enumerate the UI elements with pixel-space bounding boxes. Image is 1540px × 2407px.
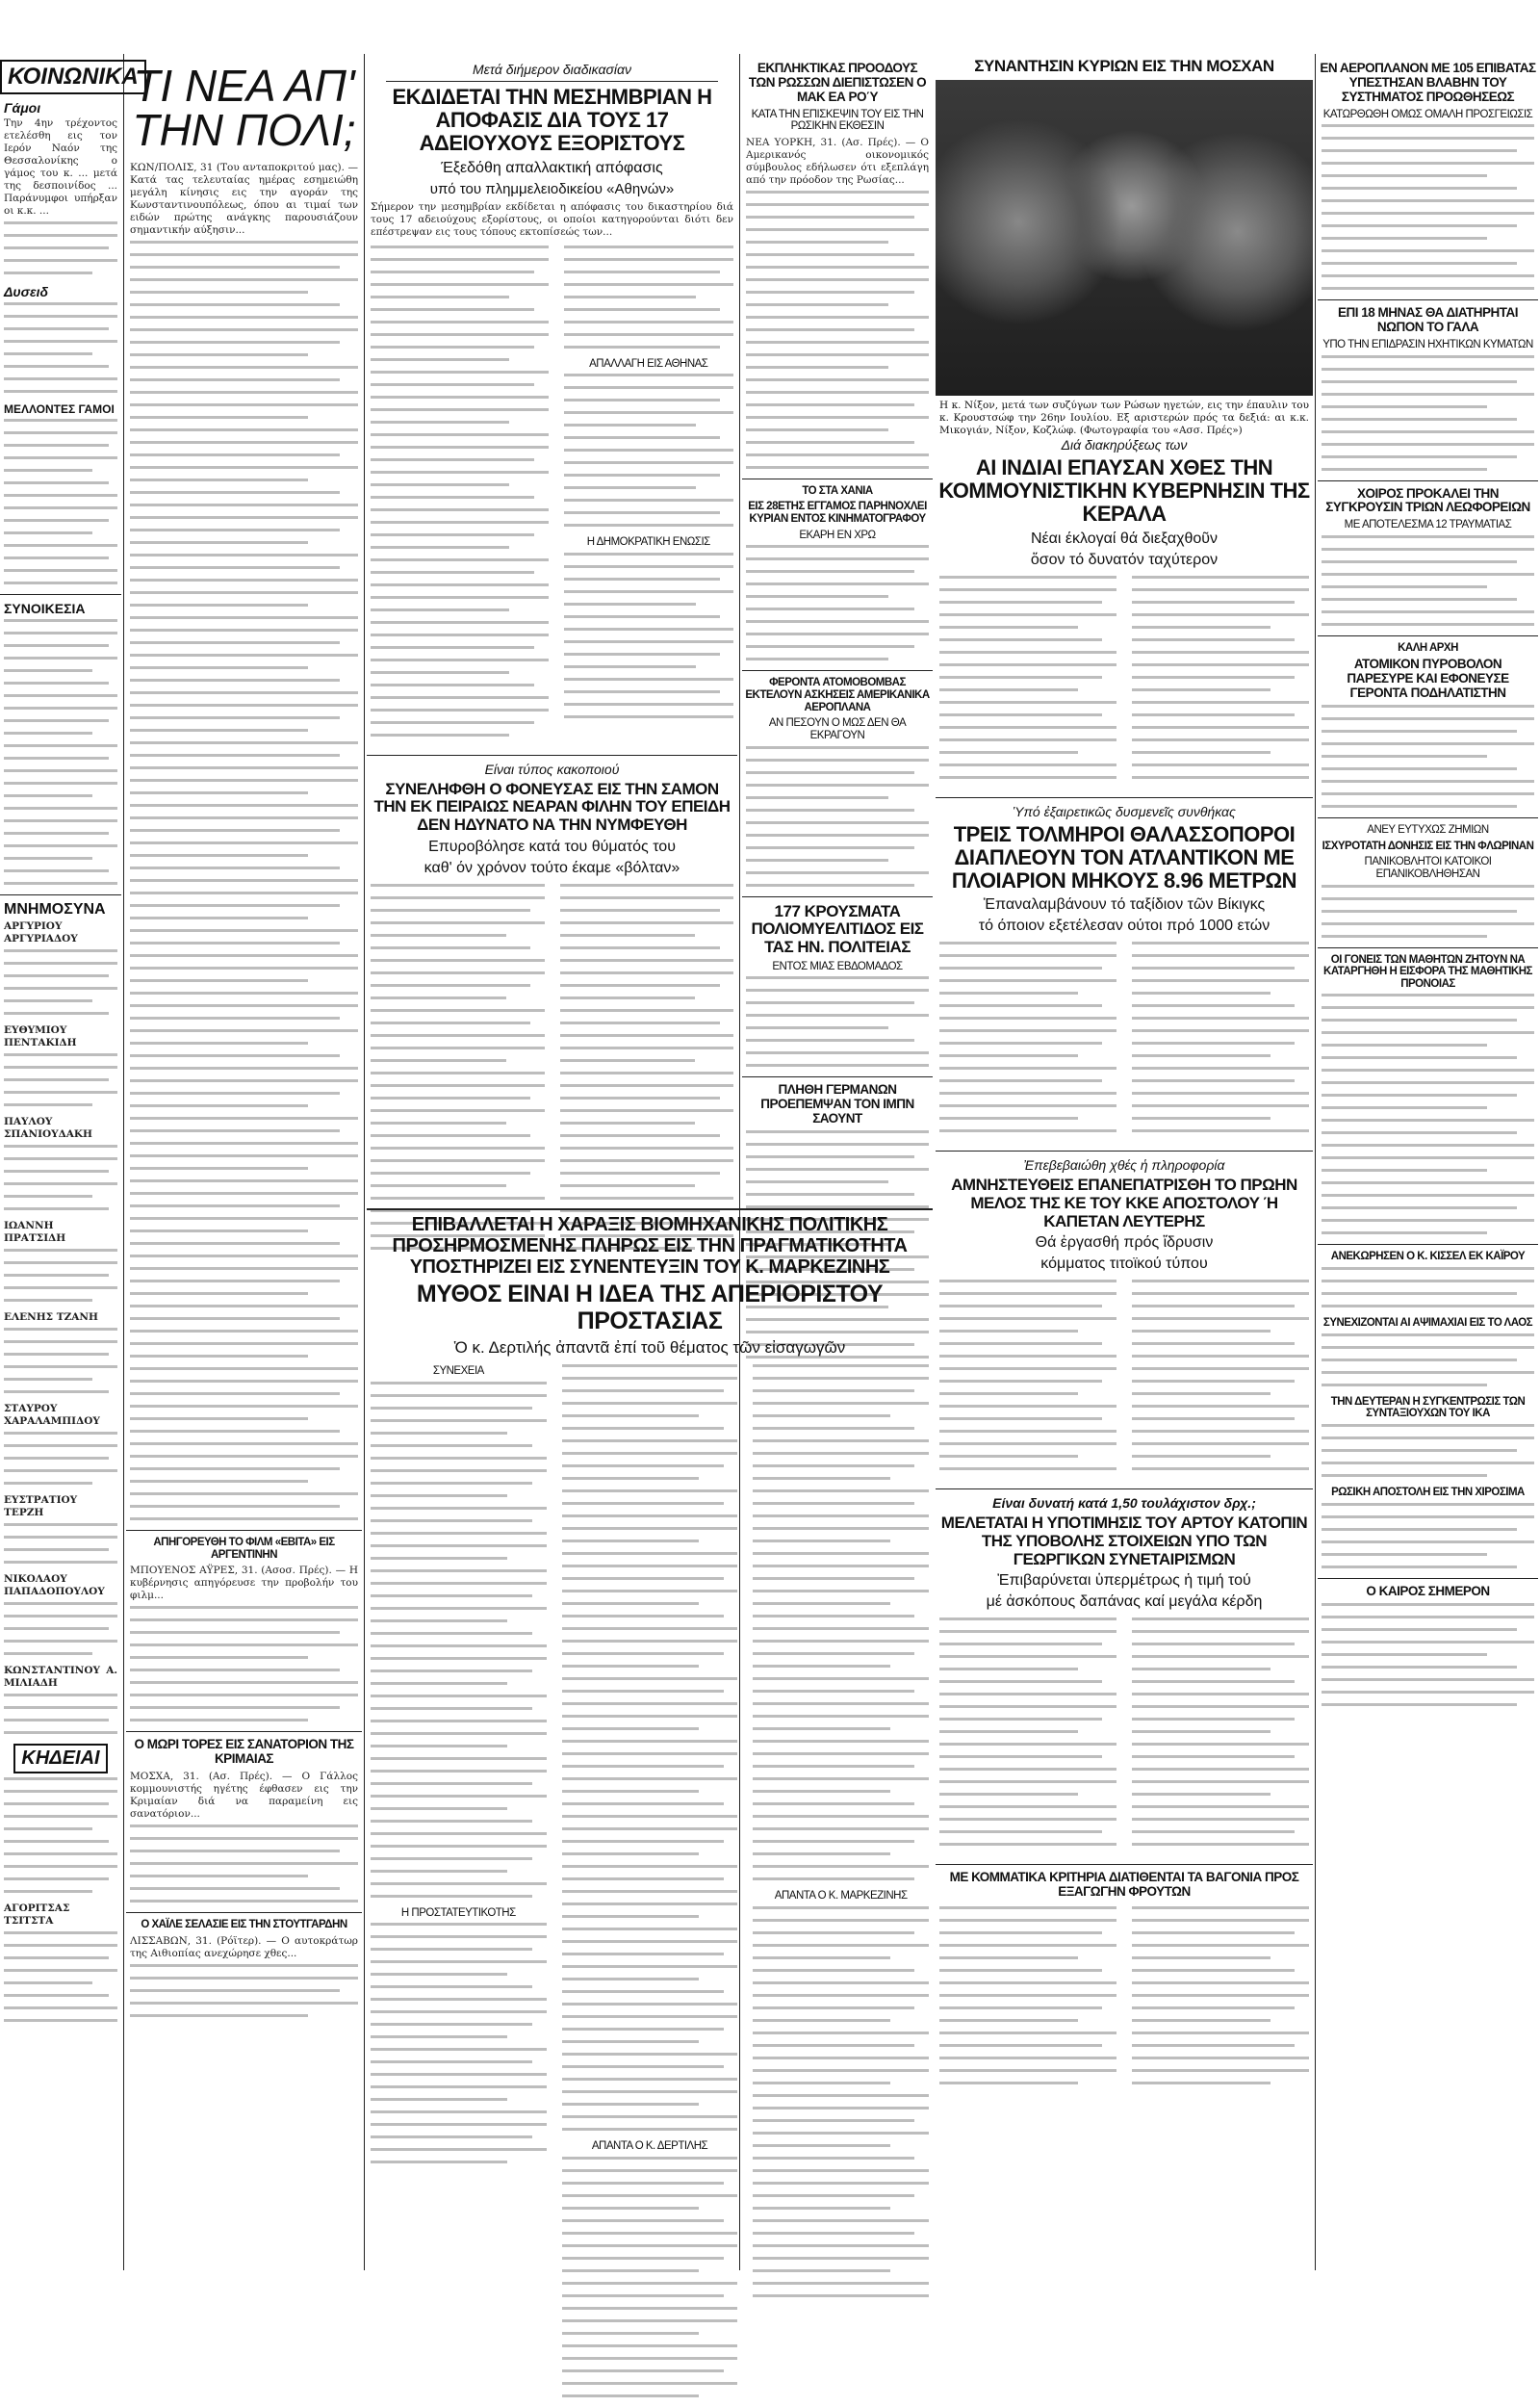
subhead-bread-1: Ἐπιβαρύνεται ὑπερμέτρως ἡ τιμή τού bbox=[997, 1572, 1251, 1590]
memorial-name: ΕΛΕΝΗΣ ΤΖΑΝΗ bbox=[4, 1311, 98, 1323]
label-answers-markezinis: ΑΠΑΝΤΑ Ο Κ. ΜΑΡΚΕΖΙΝΗΣ bbox=[774, 1890, 908, 1902]
kicker-exiles: Μετά διήμερον διαδικασίαν bbox=[472, 62, 632, 77]
headline-pig: ΧΟΙΡΟΣ ΠΡΟΚΑΛΕΙ ΤΗΝ ΣΥΓΚΡΟΥΣΙΝ ΤΡΙΩΝ ΛΕΩΦΟΡΕΙΩΝ bbox=[1325, 485, 1530, 515]
memorial-name: ΑΓΟΡΙΤΣΑΣ ΤΣΙΤΣΤΑ bbox=[4, 1902, 70, 1927]
memorial-name: ΠΑΥΛΟΥ ΣΠΑΝΙΟΥΔΑΚΗ bbox=[4, 1116, 92, 1140]
headline-milk: ΕΠΙ 18 ΜΗΝΑΣ ΘΑ ΔΙΑΤΗΡΗΤΑΙ ΝΩΠΟΝ ΤΟ ΓΑΛΑ bbox=[1337, 305, 1519, 335]
memorial-name: ΑΡΓΥΡΙΟΥ ΑΡΓΥΡΙΑΔΟΥ bbox=[4, 920, 78, 945]
subhead-kerala-2: ὅσον τό δυνατόν ταχύτερον bbox=[1030, 551, 1219, 568]
photo-caption: Η κ. Νίξον, μετά των συζύγων των Ρώσων ηγετών, εις την έπαυλιν του κ. Κρουστσώφ την 26ην Ιουλίου. Εξ αριστερών πρός τα δεξιά: αι κ.κ. Μικογιάν, Νίξον, Κοζλώφ. (Φωτογραφία του «Ασσ. Πρές») bbox=[939, 399, 1309, 436]
headline-airplane: ΕΝ ΑΕΡΟΠΛΑΝΟΝ ΜΕ 105 ΕΠΙΒΑΤΑΣ ΥΠΕΣΤΗΣΑΝ ΒΛΑΒΗΝ ΤΟΥ ΣΥΣΤΗΜΑΤΟΣ ΠΡΟΩΘΗΣΕΩΣ bbox=[1320, 61, 1536, 104]
subhead-cinema: ΕΚΑΡΗ ΕΝ ΧΡΩ bbox=[799, 529, 876, 541]
memorial-name: ΕΥΣΤΡΑΤΙΟΥ ΤΕΡΖΗ bbox=[4, 1494, 78, 1518]
kicker-india: Διά διακηρύξεως των bbox=[1061, 437, 1188, 453]
heading-engagements: ΣΥΝΟΙΚΕΣΙΑ bbox=[4, 601, 86, 616]
heading-upcoming-weddings: ΜΕΛΛΟΝΤΕΣ ΓΑΜΟΙ bbox=[4, 402, 115, 416]
label-answers-dertilis: ΑΠΑΝΤΑ Ο Κ. ΔΕΡΤΙΛΗΣ bbox=[591, 2140, 708, 2152]
exiles-text: Σήμερον την μεσημβρίαν εκδίδεται η απόφασις του δικαστηρίου διά τους 17 αδειούχους εξορίστους, οι οποίοι κατηγορούνται διότι δεν επέστρεψαν εις τους τόπους εκτοπίσεώς των... bbox=[371, 200, 733, 238]
headline-hiroshima: ΡΩΣΙΚΗ ΑΠΟΣΤΟΛΗ ΕΙΣ ΤΗΝ ΧΙΡΟΣΙΜΑ bbox=[1331, 1487, 1525, 1499]
subhead-airplane: ΚΑΤΩΡΘΩΘΗ ΟΜΩΣ ΟΜΑΛΗ ΠΡΟΣΓΕΙΩΣΙΣ bbox=[1322, 108, 1533, 120]
column-rule bbox=[123, 54, 124, 2270]
weddings-text: Την 4ην τρέχοντος ετελέσθη εις τον Ιερόν Ναόν της Θεσσαλονίκης ο γάμος του κ. ... μετά της δεσποινίδος ... Παράνυμφοι υπήρξαν οι κ.κ. ... bbox=[4, 117, 117, 217]
column-world bbox=[742, 58, 933, 1204]
subhead-polio: ΕΝΤΟΣ ΜΙΑΣ ΕΒΔΟΜΑΔΟΣ bbox=[772, 960, 903, 972]
subhead-kerala-1: Νέαι έκλογαί θά διεξαχθοῦν bbox=[1030, 530, 1219, 547]
subhead-milk: ΥΠΟ ΤΗΝ ΕΠΙΔΡΑΣΙΝ ΗΧΗΤΙΚΩΝ ΚΥΜΑΤΩΝ bbox=[1322, 338, 1533, 350]
headline-protection-myth: ΜΥΘΟΣ ΕΙΝΑΙ Η ΙΔΕΑ ΤΗΣ ΑΠΕΡΙΟΡΙΣΤΟΥ ΠΡΟΣΤΑΣΙΑΣ bbox=[416, 1281, 884, 1334]
column-briefs bbox=[1318, 58, 1538, 2272]
russian-progress-text: ΝΕΑ ΥΟΡΚΗ, 31. (Ασ. Πρές). — Ο Αμερικανός οικονομικός σύμβουλος εδήλωσεν ότι εξεπλάγη από την πρόοδον της Ρωσίας... bbox=[746, 136, 929, 186]
film-banned-text: ΜΠΟΥΕΝΟΣ ΑΫΡΕΣ, 31. (Ασοσ. Πρές). — Η κυβέρνησις απηγόρευσε την προβολήν του φιλμ... bbox=[130, 1565, 358, 1602]
memorial-name: ΕΥΘΥΜΙΟΥ ΠΕΝΤΑΚΙΔΗ bbox=[4, 1024, 77, 1048]
column-exiles bbox=[367, 58, 737, 1204]
subhead-earthquake: ΠΑΝΙΚΟΒΛΗΤΟΙ ΚΑΤΟΙΚΟΙ ΕΠΑΝΙΚΟΒΛΗΘΗΣΑΝ bbox=[1364, 856, 1492, 880]
headline-sailors: ΤΡΕΙΣ ΤΟΛΜΗΡΟΙ ΘΑΛΑΣΣΟΠΟΡΟΙ ΔΙΑΠΛΕΟΥΝ ΤΟΝ ΑΤΛΑΝΤΙΚΟΝ ΜΕ ΠΛΟΙΑΡΙΟΝ ΜΗΚΟΥΣ 8.96 ΜΕΤΡΩΝ bbox=[951, 821, 1297, 893]
subhead-democratic-union: Η ΔΗΜΟΚΡΑΤΙΚΗ ΕΝΩΣΙΣ bbox=[586, 536, 710, 549]
headline-wagons: ΜΕ ΚΟΜΜΑΤΙΚΑ ΚΡΙΤΗΡΙΑ ΔΙΑΤΙΘΕΝΤΑΙ ΤΑ ΒΑΓΟΝΙΑ ΠΡΟΣ ΕΞΑΓΩΓΗΝ ΦΡΟΥΤΩΝ bbox=[949, 1870, 1299, 1900]
subhead-samos-1: Επυροβόλησε κατά του θύματός του bbox=[428, 838, 676, 855]
kicker-earthquake: ΑΝΕΥ ΕΥΤΥΧΩΣ ΖΗΜΙΩΝ bbox=[1367, 824, 1489, 836]
kicker-amnesty: Ἐπεβεβαιώθη χθές ἡ πληροφορία bbox=[1023, 1157, 1225, 1174]
memorial-name: ΣΤΑΥΡΟΥ ΧΑΡΑΛΑΜΠΙΔΟΥ bbox=[4, 1403, 100, 1427]
headline-laos: ΣΥΝΕΧΙΖΟΝΤΑΙ ΑΙ ΑΨΙΜΑΧΙΑΙ ΕΙΣ ΤΟ ΛΑΟΣ bbox=[1322, 1317, 1533, 1330]
headline-earthquake: ΙΣΧΥΡΟΤΑΤΗ ΔΟΝΗΣΙΣ ΕΙΣ ΤΗΝ ΦΛΩΡΙΝΑΝ bbox=[1322, 840, 1534, 852]
headline-polio: 177 ΚΡΟΥΣΜΑΤΑ ΠΟΛΙΟΜΥΕΛΙΤΙΔΟΣ ΕΙΣ ΤΑΣ ΗΝ. ΠΟΛΙΤΕΙΑΣ bbox=[751, 901, 924, 956]
city-intro-text: ΚΩΝ/ΠΟΛΙΣ, 31 (Του ανταποκριτού μας). — Κατά τας τελευταίας ημέρας εσημειώθη μεγάλη κίνησις εις την αγοράν της Κωνσταντινουπόλεως, όπου αι τιμαί των ειδών πρώτης ανάγκης παρουσιάζουν σημαντικήν αύξησιν... bbox=[130, 162, 358, 236]
heading-weddings: Γάμοι bbox=[4, 100, 41, 116]
thorez-text: ΜΟΣΧΑ, 31. (Ασ. Πρές). — Ο Γάλλος κομμουνιστής ηγέτης έφθασεν εις την Κριμαίαν διά να παραμείνη εις σανατόριον... bbox=[130, 1770, 358, 1820]
headline-atom-bombs: ΦΕΡΟΝΤΑ ΑΤΟΜΟΒΟΜΒΑΣ ΕΚΤΕΛΟΥΝ ΑΣΚΗΣΕΙΣ ΑΜΕΡΙΚΑΝΙΚΑ ΑΕΡΟΠΛΑΝΑ bbox=[745, 677, 930, 713]
subhead-amnesty-2: κόμματος τιτοϊκού τύπου bbox=[1040, 1255, 1208, 1273]
memorial-name: ΙΩΑΝΝΗ ΠΡΑΤΣΙΔΗ bbox=[4, 1220, 66, 1244]
headline-selassie: Ο ΧΑΪΛΕ ΣΕΛΑΣΙΕ ΕΙΣ ΤΗΝ ΣΤΟΥΤΓΑΡΔΗΝ bbox=[141, 1918, 347, 1930]
memorial-name: ΚΩΝΣΤΑΝΤΙΝΟΥ Α. ΜΙΛΙΑΔΗ bbox=[4, 1665, 117, 1689]
headline-weather: Ο ΚΑΙΡΟΣ ΣΗΜΕΡΟΝ bbox=[1366, 1583, 1490, 1598]
section-title-city: ΤΙ ΝΕΑ ΑΠ' ΤΗΝ ΠΟΛΙ; bbox=[132, 61, 356, 155]
subhead-exiles-2: υπό του πλημμελειοδικείου «Αθηνών» bbox=[429, 180, 675, 197]
column-social bbox=[0, 58, 139, 2272]
selassie-text: ΛΙΣΣΑΒΩΝ, 31. (Ρόϊτερ). — Ο αυτοκράτωρ της Αιθιοπίας ανεχώρησε χθες... bbox=[130, 1934, 358, 1959]
label-protectionism: Η ΠΡΟΣΤΑΤΕΥΤΙΚΟΤΗΣ bbox=[400, 1906, 516, 1919]
headline-amnesty: ΑΜΝΗΣΤΕΥΘΕΙΣ ΕΠΑΝΕΠΑΤΡΙΣΘΗ ΤΟ ΠΡΩΗΝ ΜΕΛΟΣ ΤΗΣ ΚΕ ΤΟΥ ΚΚΕ ΑΠΟΣΤΟΛΟΥ Ή ΚΑΠΕΤΑΝ ΛΕΥΤΕΡΗΣ bbox=[951, 1176, 1297, 1230]
section-title-funerals: ΚΗΔΕΙΑΙ bbox=[13, 1744, 107, 1773]
column-rule bbox=[1315, 54, 1316, 2270]
headline-chania: ΤΟ ΣΤΑ ΧΑΝΙΑ bbox=[802, 484, 873, 497]
subhead-pig: ΜΕ ΑΠΟΤΕΛΕΣΜΑ 12 ΤΡΑΥΜΑΤΙΑΣ bbox=[1344, 519, 1512, 531]
subhead-amnesty-1: Θά ἐργασθή πρός ἵδρυσιν bbox=[1035, 1234, 1214, 1252]
headline-samos: ΣΥΝΕΛΗΦΘΗ Ο ΦΟΝΕΥΣΑΣ ΕΙΣ ΤΗΝ ΣΑΜΟΝ ΤΗΝ ΕΚ ΠΕΙΡΑΙΩΣ ΝΕΑΡΑΝ ΦΙΛΗΝ ΤΟΥ ΕΠΕΙΔΗ ΔΕΝ ΗΔΥΝΑΤΟ ΝΑ ΤΗΝ ΝΥΜΦΕΥΘΗ bbox=[373, 779, 731, 834]
subhead-exiles-1: Έξεδόθη απαλλακτική απόφασις bbox=[441, 159, 663, 176]
headline-bread: ΜΕΛΕΤΑΤΑΙ Η ΥΠΟΤΙΜΗΣΙΣ ΤΟΥ ΑΡΤΟΥ ΚΑΤΟΠΙΝ ΤΗΣ ΥΠΟΒΟΛΗΣ ΣΤΟΙΧΕΙΩΝ ΥΠΟ ΤΩΝ ΓΕΩΡΓΙΚΩΝ ΣΥΝΕΤΑΙΡΙΣΜΩΝ bbox=[940, 1514, 1308, 1568]
column-india bbox=[936, 433, 1313, 2272]
kicker-sailors: Ὑπό ἐξαιρετικῶς δυσμενεῖς συνθήκας bbox=[1013, 803, 1236, 819]
headline-good-start: ΚΑΛΗ ΑΡΧΗ bbox=[1398, 641, 1458, 654]
subhead-sailors-2: τό όποιον εξετέλεσαν ούτοι πρό 1000 ετών bbox=[978, 918, 1270, 935]
headline-industrial-policy: ΕΠΙΒΑΛΛΕΤΑΙ Η ΧΑΡΑΞΙΣ ΒΙΟΜΗΧΑΝΙΚΗΣ ΠΟΛΙΤΙΚΗΣ ΠΡΟΣΗΡΜΟΣΜΕΝΗΣ ΠΛΗΡΩΣ ΕΙΣ ΤΗΝ ΠΡΑΓΜΑΤΙΚΟΤΗΤΑ ΥΠΟΣΤΗΡΙΖΕΙ ΕΙΣ ΣΥΝΕΝΤΕΥΞΙΝ ΤΟΥ Κ. ΜΑΡΚΕΖΙΝΗΣ bbox=[392, 1214, 908, 1278]
headline-russian-progress: ΕΚΠΛΗΚΤΙΚΑΣ ΠΡΟΟΔΟΥΣ ΤΩΝ ΡΩΣΣΩΝ ΔΙΕΠΙΣΤΩΣΕΝ Ο ΜΑΚ ΕΑ ΡΟΎ bbox=[748, 61, 927, 104]
headline-film-banned: ΑΠΗΓΟΡΕΥΘΗ ΤΟ ΦΙΛΜ «ΕΒΙΤΑ» ΕΙΣ ΑΡΓΕΝΤΙΝΗΝ bbox=[153, 1537, 335, 1561]
column-rule bbox=[364, 54, 365, 2270]
story-industrial-policy bbox=[367, 1208, 933, 2272]
heading-memorials: ΜΝΗΜΟΣΥΝΑ bbox=[4, 901, 106, 918]
subhead-dertilis: Ὁ κ. Δερτιλής ἀπαντᾶ ἐπί τοῦ θέματος τῶν εἰσαγωγῶν bbox=[453, 1338, 846, 1357]
headline-kerala: ΑΙ ΙΝΔΙΑΙ ΕΠΑΥΣΑΝ ΧΘΕΣ ΤΗΝ ΚΟΜΜΟΥΝΙΣΤΙΚΗΝ ΚΥΒΕΡΝΗΣΙΝ ΤΗΣ ΚΕΡΑΛΑ bbox=[938, 455, 1310, 527]
headline-exiles: ΕΚΔΙΔΕΤΑΙ ΤΗΝ ΜΕΣΗΜΒΡΙΑΝ Η ΑΠΟΦΑΣΙΣ ΔΙΑ ΤΟΥΣ 17 ΑΔΕΙΟΥΧΟΥΣ ΕΞΟΡΙΣΤΟΥΣ bbox=[392, 85, 712, 156]
headline-atomic-gun: ΑΤΟΜΙΚΟΝ ΠΥΡΟΒΟΛΟΝ ΠΑΡΕΣΥΡΕ ΚΑΙ ΕΦΟΝΕΥΣΕ ΓΕΡΟΝΤΑ ΠΟΔΗΛΑΤΙΣΤΗΝ bbox=[1347, 657, 1509, 701]
label-continuation: ΣΥΝΕΧΕΙΑ bbox=[432, 1365, 484, 1377]
heading-births: Δυσειδ bbox=[4, 284, 49, 299]
headline-ibn-saud: ΠΛΗΘΗ ΓΕΡΜΑΝΩΝ ΠΡΟΕΠΕΜΨΑΝ ΤΟΝ ΙΜΠΝ ΣΑΟΥΝΤ bbox=[760, 1082, 914, 1126]
subhead-samos-2: καθ' όν χρόνον τούτο έκαμε «βόλταν» bbox=[424, 859, 680, 876]
headline-kissel: ΑΝΕΚΩΡΗΣΕΝ Ο Κ. ΚΙΣΣΕΛ ΕΚ ΚΑΪΡΟΥ bbox=[1330, 1251, 1526, 1263]
subhead-acquittal: ΑΠΑΛΛΑΓΗ ΕΙΣ ΑΘΗΝΑΣ bbox=[589, 357, 708, 370]
memorial-name: ΝΙΚΟΛΑΟΥ ΠΑΠΑΔΟΠΟΥΛΟΥ bbox=[4, 1573, 105, 1597]
headline-parents: ΟΙ ΓΟΝΕΙΣ ΤΩΝ ΜΑΘΗΤΩΝ ΖΗΤΟΥΝ ΝΑ ΚΑΤΑΡΓΗΘΗ Η ΕΙΣΦΟΡΑ ΤΗΣ ΜΑΘΗΤΙΚΗΣ ΠΡΟΝΟΙΑΣ bbox=[1323, 953, 1532, 990]
photo-block bbox=[936, 58, 1313, 441]
column-city-news bbox=[126, 58, 362, 2272]
subhead-bread-2: μέ ἀσκόπους δαπάνας καί μεγάλα κέρδη bbox=[986, 1593, 1263, 1611]
headline-cinema: ΕΙΣ 28ΕΤΗΣ ΕΓΓΑΜΟΣ ΠΑΡΗΝΟΧΛΕΙ ΚΥΡΙΑΝ ΕΝΤΟΣ ΚΙΝΗΜΑΤΟΓΡΑΦΟΥ bbox=[748, 501, 927, 526]
photo-title: ΣΥΝΑΝΤΗΣΙΝ ΚΥΡΙΩΝ ΕΙΣ ΤΗΝ ΜΟΣΧΑΝ bbox=[974, 57, 1274, 75]
photo-women-moscow bbox=[936, 80, 1313, 396]
headline-ika: ΤΗΝ ΔΕΥΤΕΡΑΝ Η ΣΥΓΚΕΝΤΡΩΣΙΣ ΤΩΝ ΣΥΝΤΑΞΙΟΥΧΩΝ ΤΟΥ ΙΚΑ bbox=[1330, 1395, 1526, 1420]
section-title-social: ΚΟΙΝΩΝΙΚΑ bbox=[0, 60, 146, 94]
kicker-bread: Είναι δυνατή κατά 1,50 τουλάχιστον δρχ.; bbox=[992, 1495, 1256, 1512]
subhead-sailors-1: Ἐπαναλαμβάνουν τό ταξίδιον τῶν Βίκιγκς bbox=[983, 896, 1266, 914]
kicker-samos: Είναι τύπος κακοποιού bbox=[484, 761, 620, 777]
subhead-russian-progress: ΚΑΤΑ ΤΗΝ ΕΠΙΣΚΕΨΙΝ ΤΟΥ ΕΙΣ ΤΗΝ ΡΩΣΙΚΗΝ ΕΚΘΕΣΙΝ bbox=[751, 108, 924, 133]
subhead-atom-bombs: ΑΝ ΠΕΣΟΥΝ Ο ΜΩΣ ΔΕΝ ΘΑ ΕΚΡΑΓΟΥΝ bbox=[768, 717, 907, 741]
headline-thorez: Ο ΜΩΡΙ ΤΟΡΕΣ ΕΙΣ ΣΑΝΑΤΟΡΙΟΝ ΤΗΣ ΚΡΙΜΑΙΑΣ bbox=[134, 1737, 354, 1767]
